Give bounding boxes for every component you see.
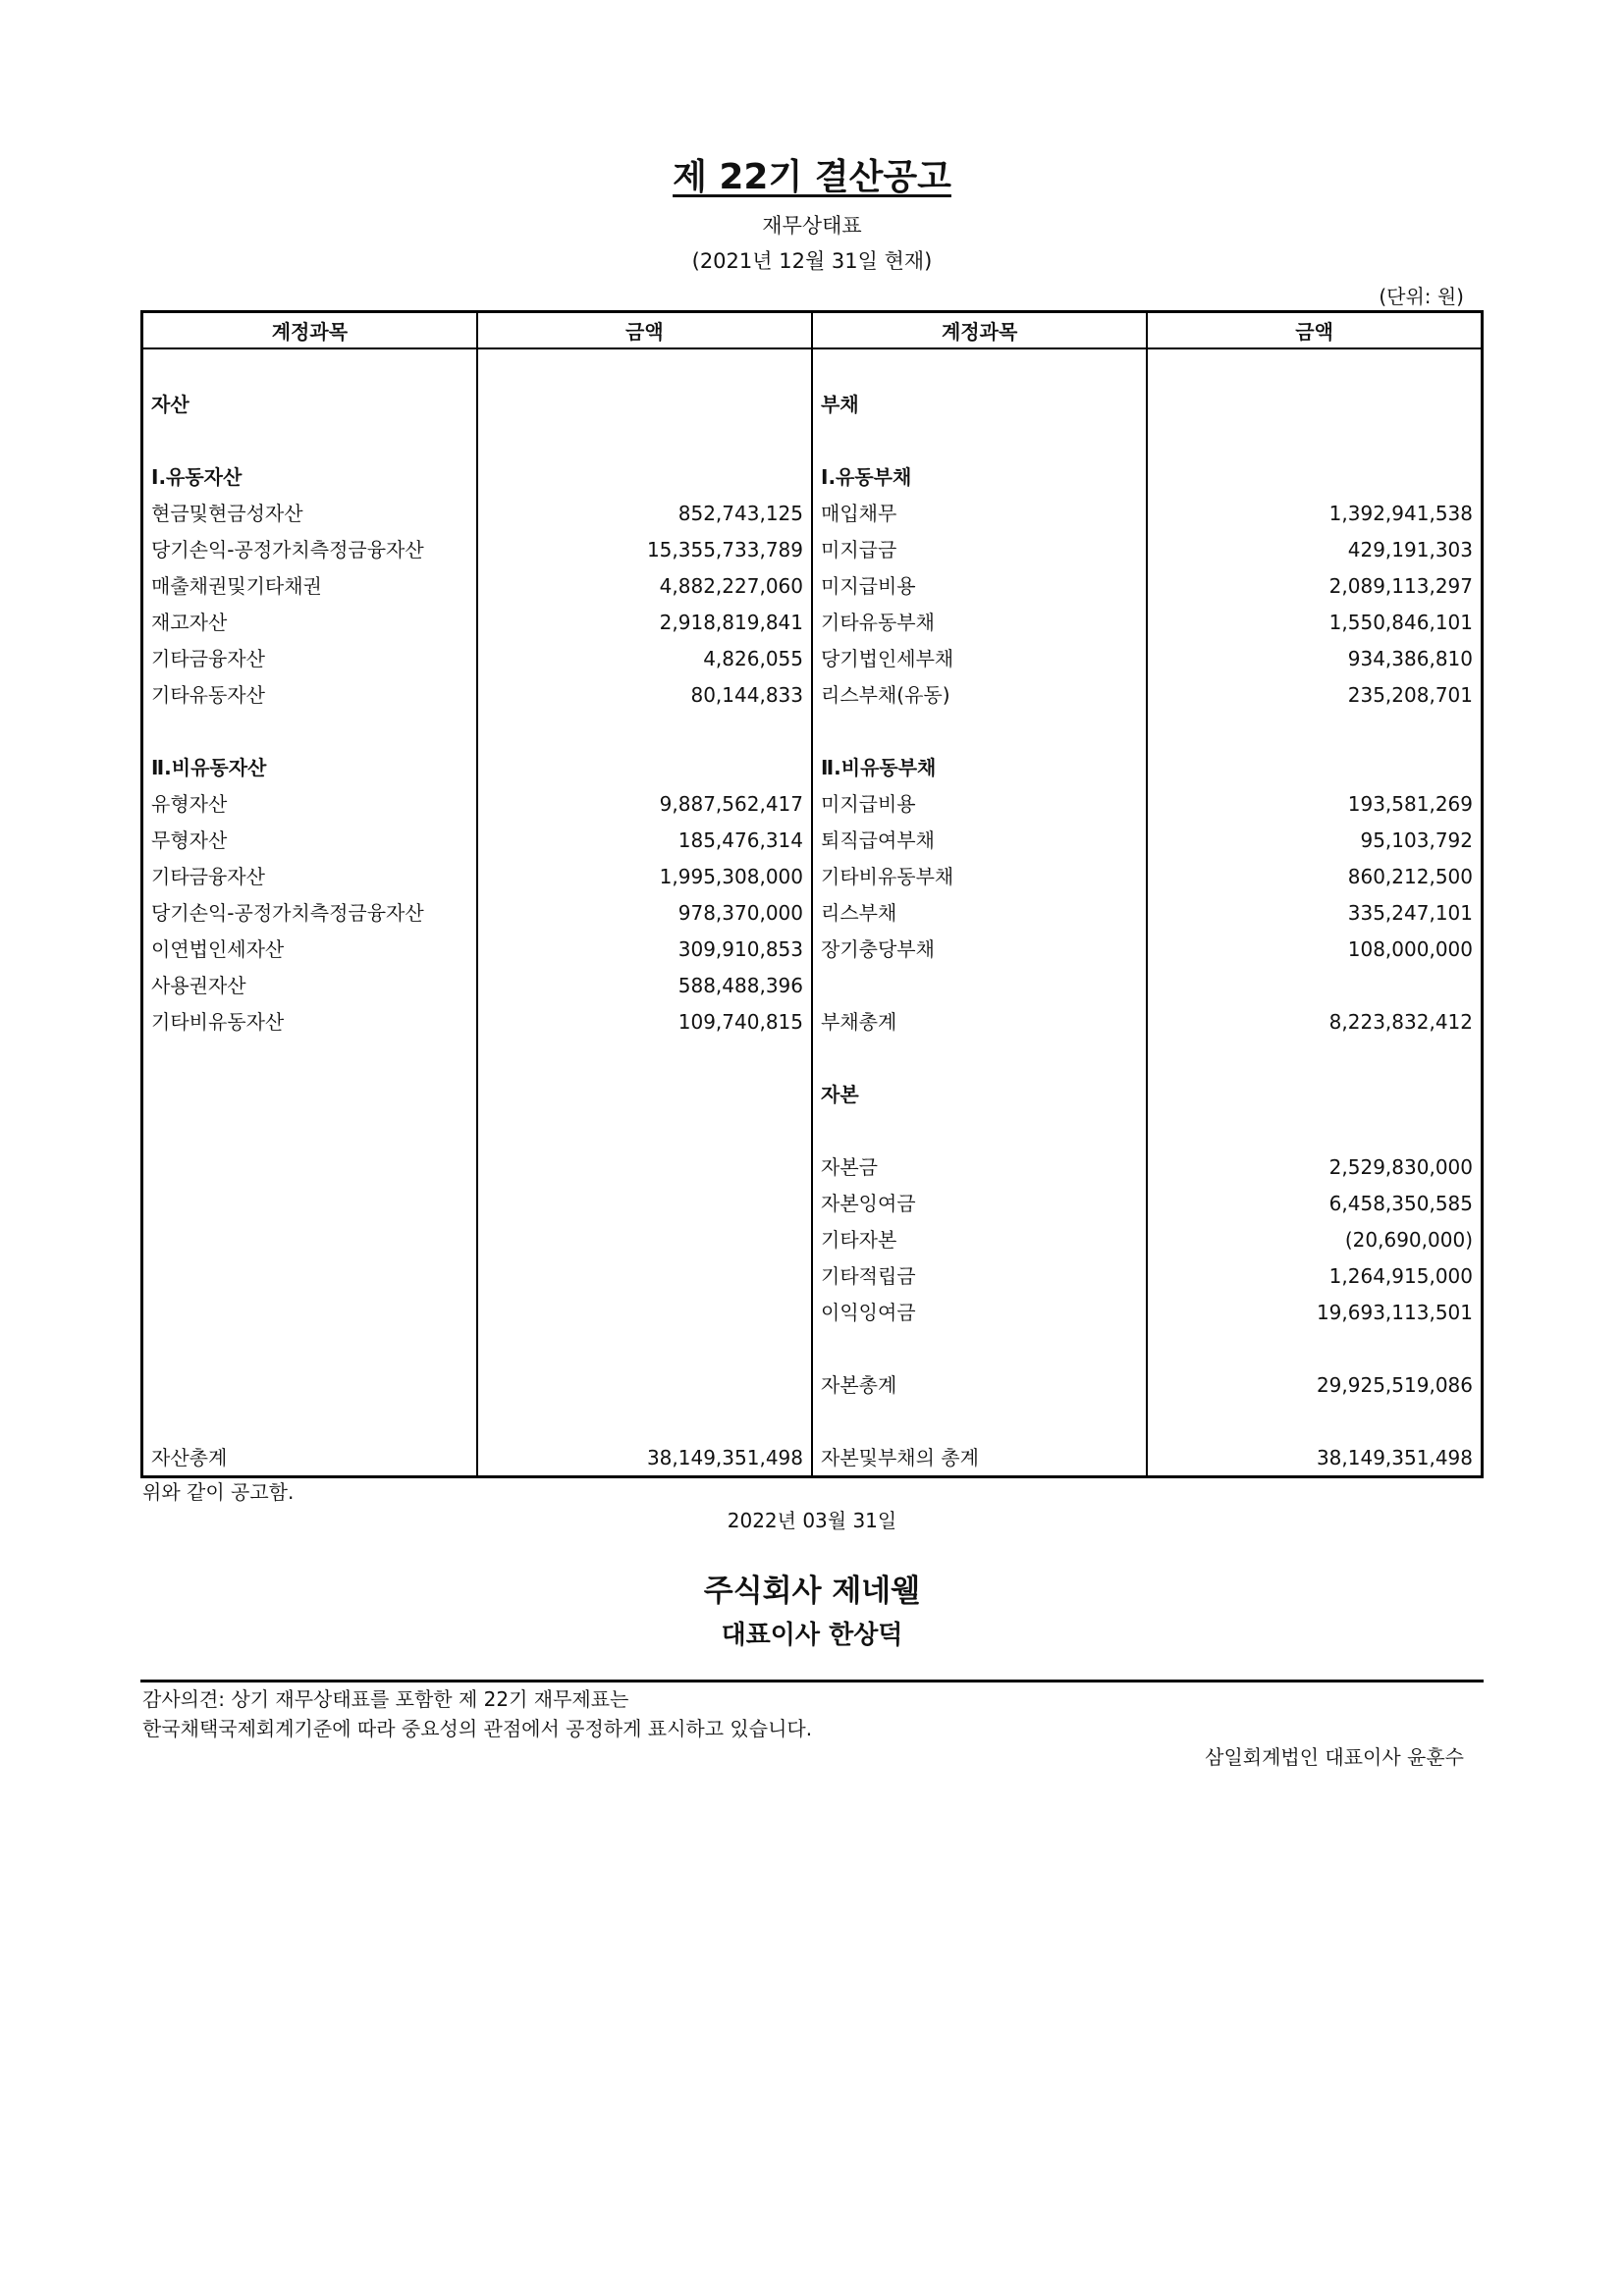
liability-equity-account-cell: 자본금: [812, 1148, 1147, 1185]
liability-equity-amount-cell: [1147, 1403, 1482, 1439]
asset-amount-cell: 109,740,815: [477, 1003, 812, 1040]
notice-date: 2022년 03월 31일: [727, 1509, 897, 1532]
asset-amount-cell: [477, 1185, 812, 1221]
table-row: [142, 931, 1483, 967]
table-row: [142, 495, 1483, 531]
liability-equity-account-cell: Ⅰ.유동부채: [812, 458, 1147, 495]
liability-equity-account-cell: 자본및부채의 총계: [812, 1439, 1147, 1477]
liability-equity-amount-cell: 193,581,269: [1147, 785, 1482, 822]
asset-amount-cell: 80,144,833: [477, 676, 812, 713]
liability-equity-amount-cell: [1147, 967, 1482, 1003]
liability-equity-account-cell: 기타유동부채: [812, 604, 1147, 640]
liability-equity-account-cell: [812, 713, 1147, 749]
balance-sheet-table: [140, 310, 1484, 1478]
table-row: [142, 1257, 1483, 1294]
liability-equity-account-cell: 자본잉여금: [812, 1185, 1147, 1221]
table-row: [142, 1294, 1483, 1330]
liability-equity-account-cell: 장기충당부채: [812, 931, 1147, 967]
asset-amount-cell: 978,370,000: [477, 894, 812, 931]
asset-amount-cell: 9,887,562,417: [477, 785, 812, 822]
liability-equity-account-cell: 퇴직급여부채: [812, 822, 1147, 858]
liability-equity-amount-cell: 860,212,500: [1147, 858, 1482, 894]
table-row: [142, 567, 1483, 604]
asset-account-cell: 당기손익-공정가치측정금융자산: [151, 537, 424, 561]
asset-amount-cell: [477, 749, 812, 785]
audit-opinion-line-1: 감사의견: 상기 재무상태표를 포함한 제 22기 재무제표는: [142, 1687, 629, 1711]
asset-account-cell: 유형자산: [151, 791, 228, 816]
liability-equity-amount-cell: 934,386,810: [1147, 640, 1482, 676]
asset-account-cell: [142, 1366, 477, 1403]
asset-account-cell: [142, 1185, 477, 1221]
liability-equity-account-cell: [812, 1330, 1147, 1366]
asset-amount-cell: [477, 422, 812, 458]
liability-equity-account-cell: 당기법인세부채: [812, 640, 1147, 676]
liability-equity-amount-cell: 38,149,351,498: [1147, 1439, 1482, 1477]
liability-equity-account-cell: 자본: [812, 1076, 1147, 1112]
asset-account-cell: Ⅱ.비유동자산: [151, 755, 267, 779]
asset-account-cell: [142, 1330, 477, 1366]
asset-amount-cell: [477, 386, 812, 422]
liability-equity-amount-cell: 8,223,832,412: [1147, 1003, 1482, 1040]
asset-amount-cell: 2,918,819,841: [477, 604, 812, 640]
as-of-date: (2021년 12월 31일 현재): [691, 249, 933, 273]
liability-equity-account-cell: [812, 1112, 1147, 1148]
asset-account-cell: 기타금융자산: [151, 646, 265, 670]
table-row: [142, 858, 1483, 894]
public-notice-text: 위와 같이 공고함.: [142, 1480, 295, 1504]
asset-amount-cell: [477, 348, 812, 386]
asset-account-cell: [142, 1221, 477, 1257]
liability-equity-account-cell: 매입채무: [812, 495, 1147, 531]
asset-account-cell: [142, 1040, 477, 1076]
table-row: [142, 1148, 1483, 1185]
liability-equity-account-cell: 이익잉여금: [812, 1294, 1147, 1330]
liability-equity-amount-cell: [1147, 1076, 1482, 1112]
liability-equity-account-cell: 자본총계: [812, 1366, 1147, 1403]
asset-account-cell: 현금및현금성자산: [151, 501, 303, 525]
asset-amount-cell: [477, 1040, 812, 1076]
liability-equity-account-cell: 리스부채: [812, 894, 1147, 931]
asset-account-cell: [142, 713, 477, 749]
notice-title: 제 22기 결산공고: [673, 157, 951, 197]
liability-equity-amount-cell: 1,264,915,000: [1147, 1257, 1482, 1294]
liability-equity-amount-cell: 1,392,941,538: [1147, 495, 1482, 531]
asset-account-cell: 당기손익-공정가치측정금융자산: [151, 900, 424, 925]
col-header-asset-amount: 금액: [477, 312, 812, 349]
asset-amount-cell: [477, 1294, 812, 1330]
table-row: [142, 785, 1483, 822]
col-header-asset-account: 계정과목: [142, 312, 477, 349]
table-row: [142, 1403, 1483, 1439]
table-row: [142, 1185, 1483, 1221]
liability-equity-amount-cell: [1147, 1040, 1482, 1076]
liability-equity-account-cell: 기타적립금: [812, 1257, 1147, 1294]
asset-account-cell: [142, 1294, 477, 1330]
table-row: [142, 640, 1483, 676]
liability-equity-account-cell: [812, 348, 1147, 386]
liability-equity-account-cell: 부채: [812, 386, 1147, 422]
table-row: [142, 749, 1483, 785]
liability-equity-amount-cell: [1147, 386, 1482, 422]
table-row: [142, 967, 1483, 1003]
liability-equity-account-cell: [812, 967, 1147, 1003]
table-row: [142, 386, 1483, 422]
asset-account-cell: 기타금융자산: [151, 864, 265, 888]
liability-equity-amount-cell: 108,000,000: [1147, 931, 1482, 967]
table-row: [142, 1076, 1483, 1112]
liability-equity-amount-cell: 235,208,701: [1147, 676, 1482, 713]
asset-amount-cell: [477, 713, 812, 749]
asset-account-cell: Ⅰ.유동자산: [151, 464, 243, 489]
table-row: [142, 894, 1483, 931]
liability-equity-amount-cell: 29,925,519,086: [1147, 1366, 1482, 1403]
asset-amount-cell: 185,476,314: [477, 822, 812, 858]
asset-account-cell: 사용권자산: [151, 973, 246, 997]
asset-amount-cell: 4,826,055: [477, 640, 812, 676]
col-header-liability-amount: 금액: [1147, 312, 1482, 349]
asset-amount-cell: [477, 1330, 812, 1366]
asset-account-cell: [142, 1076, 477, 1112]
asset-account-cell: [142, 1112, 477, 1148]
liability-equity-amount-cell: (20,690,000): [1147, 1221, 1482, 1257]
liability-equity-account-cell: 미지급비용: [812, 785, 1147, 822]
table-row: [142, 531, 1483, 567]
liability-equity-amount-cell: [1147, 749, 1482, 785]
liability-equity-amount-cell: 6,458,350,585: [1147, 1185, 1482, 1221]
liability-equity-account-cell: Ⅱ.비유동부채: [812, 749, 1147, 785]
asset-amount-cell: [477, 1076, 812, 1112]
audit-opinion-line-2: 한국채택국제회계기준에 따라 중요성의 관점에서 공정하게 표시하고 있습니다.: [142, 1717, 813, 1740]
table-row: [142, 1330, 1483, 1366]
divider: [140, 1680, 1484, 1682]
table-row: [142, 422, 1483, 458]
liability-equity-amount-cell: 429,191,303: [1147, 531, 1482, 567]
asset-amount-cell: 15,355,733,789: [477, 531, 812, 567]
liability-equity-amount-cell: [1147, 713, 1482, 749]
asset-account-cell: [142, 348, 477, 386]
table-row: [142, 604, 1483, 640]
asset-account-cell: 재고자산: [151, 610, 228, 634]
asset-account-cell: 이연법인세자산: [151, 936, 285, 961]
asset-account-cell: [142, 422, 477, 458]
liability-equity-amount-cell: [1147, 458, 1482, 495]
liability-equity-account-cell: 리스부채(유동): [812, 676, 1147, 713]
table-row: [142, 1221, 1483, 1257]
table-header-row: [142, 312, 1483, 349]
unit-label: (단위: 원): [1379, 285, 1464, 308]
table-row: [142, 822, 1483, 858]
asset-account-cell: 기타유동자산: [151, 682, 265, 707]
liability-equity-account-cell: 미지급금: [812, 531, 1147, 567]
asset-amount-cell: 309,910,853: [477, 931, 812, 967]
asset-amount-cell: [477, 1257, 812, 1294]
asset-account-cell: [142, 1257, 477, 1294]
liability-equity-account-cell: [812, 1040, 1147, 1076]
asset-account-cell: 자산총계: [151, 1445, 228, 1469]
liability-equity-account-cell: [812, 422, 1147, 458]
table-row: [142, 1112, 1483, 1148]
liability-equity-amount-cell: 95,103,792: [1147, 822, 1482, 858]
table-row: [142, 348, 1483, 386]
liability-equity-account-cell: 부채총계: [812, 1003, 1147, 1040]
asset-amount-cell: 4,882,227,060: [477, 567, 812, 604]
liability-equity-amount-cell: 335,247,101: [1147, 894, 1482, 931]
liability-equity-amount-cell: 2,089,113,297: [1147, 567, 1482, 604]
table-row: [142, 1003, 1483, 1040]
asset-amount-cell: [477, 1403, 812, 1439]
asset-amount-cell: [477, 1112, 812, 1148]
liability-equity-account-cell: [812, 1403, 1147, 1439]
liability-equity-amount-cell: 1,550,846,101: [1147, 604, 1482, 640]
asset-account-cell: 기타비유동자산: [151, 1009, 285, 1034]
asset-amount-cell: [477, 1148, 812, 1185]
liability-equity-amount-cell: 2,529,830,000: [1147, 1148, 1482, 1185]
liability-equity-amount-cell: [1147, 348, 1482, 386]
col-header-liability-account: 계정과목: [812, 312, 1147, 349]
asset-amount-cell: [477, 458, 812, 495]
asset-amount-cell: [477, 1221, 812, 1257]
asset-account-cell: 자산: [151, 392, 189, 416]
liability-equity-amount-cell: [1147, 422, 1482, 458]
liability-equity-account-cell: 미지급비용: [812, 567, 1147, 604]
auditor-name: 삼일회계법인 대표이사 윤훈수: [1205, 1745, 1464, 1769]
liability-equity-amount-cell: [1147, 1330, 1482, 1366]
table-row: [142, 713, 1483, 749]
asset-amount-cell: 1,995,308,000: [477, 858, 812, 894]
asset-account-cell: 매출채권및기타채권: [151, 573, 322, 598]
table-row: [142, 1439, 1483, 1477]
asset-amount-cell: [477, 1366, 812, 1403]
asset-account-cell: [142, 1148, 477, 1185]
table-row: [142, 1366, 1483, 1403]
liability-equity-account-cell: 기타자본: [812, 1221, 1147, 1257]
asset-amount-cell: 852,743,125: [477, 495, 812, 531]
liability-equity-account-cell: 기타비유동부채: [812, 858, 1147, 894]
asset-account-cell: [142, 1403, 477, 1439]
asset-account-cell: 무형자산: [151, 828, 228, 852]
asset-amount-cell: 38,149,351,498: [477, 1439, 812, 1477]
statement-name: 재무상태표: [762, 214, 862, 238]
ceo-name: 대표이사 한상덕: [721, 1621, 903, 1650]
liability-equity-amount-cell: [1147, 1112, 1482, 1148]
liability-equity-amount-cell: 19,693,113,501: [1147, 1294, 1482, 1330]
asset-amount-cell: 588,488,396: [477, 967, 812, 1003]
company-name: 주식회사 제네웰: [703, 1574, 921, 1609]
table-body: [142, 348, 1483, 1477]
table-row: [142, 676, 1483, 713]
table-row: [142, 1040, 1483, 1076]
table-row: [142, 458, 1483, 495]
